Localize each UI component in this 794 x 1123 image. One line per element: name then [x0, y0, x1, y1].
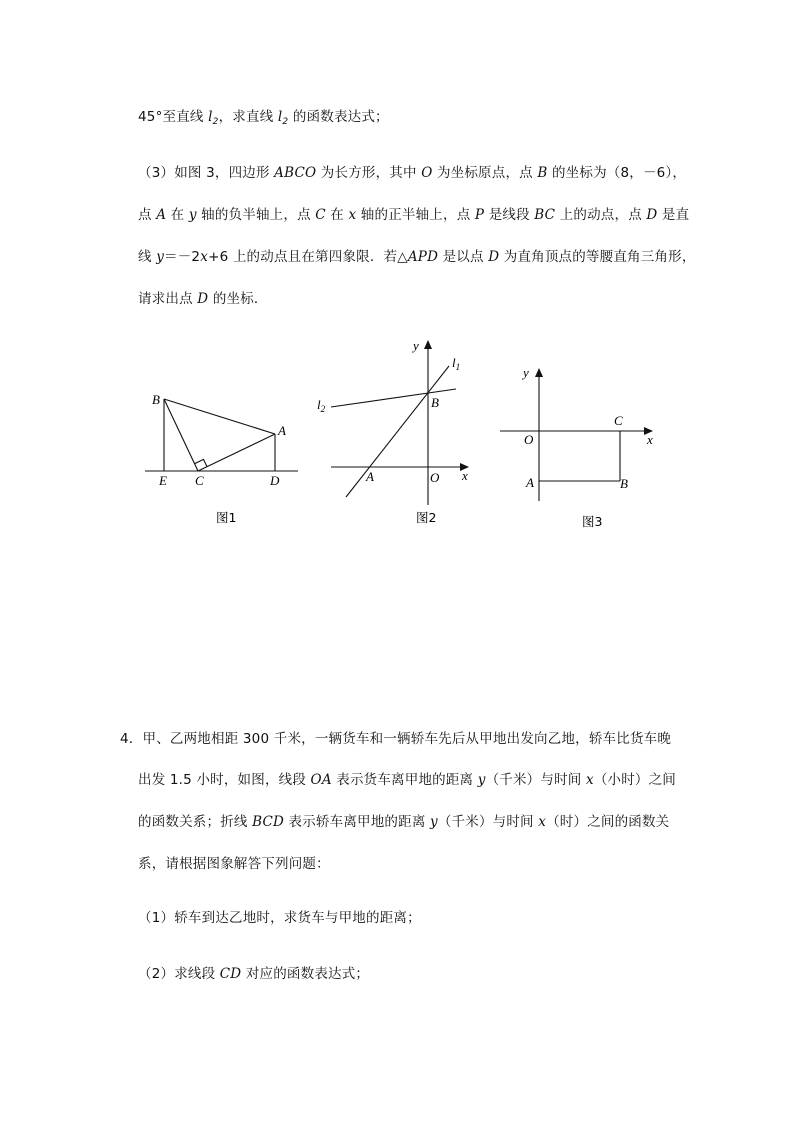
p4-line-2: 出发 1.5 小时，如图，线段 OA 表示货车离甲地的距离 y（千米）与时间 x（小时）之间 — [138, 772, 677, 788]
p4-line-1: 4．甲、乙两地相距 300 千米，一辆货车和一辆轿车先后从甲地出发向乙地，轿车比货车晚 — [120, 731, 672, 747]
fig2-caption: 图2 — [416, 510, 437, 525]
fig3-label-b: B — [620, 476, 628, 491]
p4-line-3: 的函数关系；折线 BCD 表示轿车离甲地的距离 y（千米）与时间 x（时）之间的函数关 — [138, 814, 670, 830]
fig1-label-c: C — [195, 473, 204, 488]
fig3-label-c: C — [614, 413, 623, 428]
p3-line-3: 点 A 在 y 轴的负半轴上，点 C 在 x 轴的正半轴上，点 P 是线段 BC 上的动点，点 D 是直 — [138, 207, 690, 223]
p3-line-5: 请求出点 D 的坐标． — [138, 291, 268, 307]
fig3-caption: 图3 — [582, 514, 603, 529]
fig1-label-d: D — [270, 473, 280, 488]
fig2-label-b: B — [431, 395, 439, 410]
p3-line-4: 线 y＝－2x+6 上的动点且在第四象限．若△APD 是以点 D 为直角顶点的等腰直角三角形， — [138, 249, 696, 265]
fig2-label-y: y — [413, 338, 419, 353]
fig2-label-l1: $l_1$ — [452, 355, 461, 372]
fig1-segment-ba — [164, 399, 275, 434]
fig1-caption: 图1 — [216, 510, 237, 525]
fig1-label-b: B — [152, 392, 160, 407]
fig2-label-x: x — [462, 468, 468, 483]
fig1-label-a: A — [278, 423, 286, 438]
fig1-right-angle-mark — [195, 459, 208, 466]
p4-line-4: 系，请根据图象解答下列问题： — [138, 856, 330, 872]
fig2-label-a: A — [366, 469, 374, 484]
fig1-segment-bc — [164, 399, 198, 471]
fig1-label-e: E — [159, 473, 167, 488]
p4-line-5: （1）轿车到达乙地时，求货车与甲地的距离； — [138, 910, 421, 926]
fig2-y-arrow — [424, 340, 432, 349]
fig2-label-o: O — [430, 470, 440, 485]
fig3-y-arrow — [535, 368, 543, 377]
p3-line-1: 45°至直线 $l_2$，求直线 $l_2$ 的函数表达式； — [138, 109, 389, 127]
fig3-label-o: O — [524, 432, 534, 447]
fig3-label-a: A — [526, 475, 534, 490]
p3-line-2: （3）如图 3，四边形 ABCO 为长方形，其中 O 为坐标原点，点 B 的坐标为（8，－6）， — [138, 165, 687, 181]
fig3-label-y: y — [523, 365, 529, 380]
fig3-label-x: x — [647, 432, 653, 447]
p4-line-6: （2）求线段 CD 对应的函数表达式； — [138, 966, 370, 982]
fig2-label-l2: $l_2$ — [317, 397, 326, 414]
fig1-segment-ca — [198, 434, 275, 471]
